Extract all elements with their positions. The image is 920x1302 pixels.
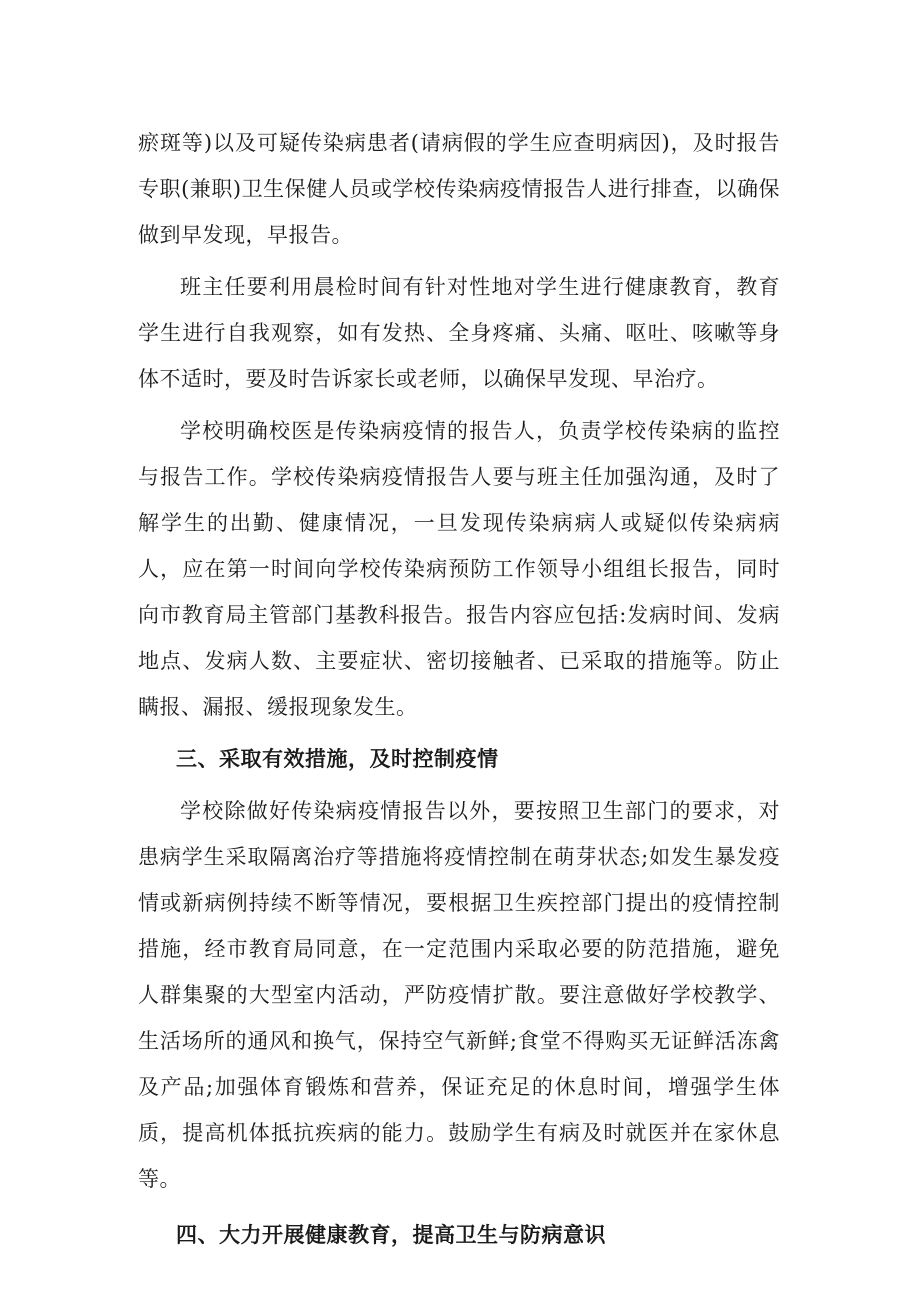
section-heading-4: 四、大力开展健康教育，提高卫生与防病意识 <box>176 1223 606 1247</box>
paragraph-early-report: 瘀斑等)以及可疑传染病患者(请病假的学生应查明病因)，及时报告专职(兼职)卫生保健人员或学校传染病疫情报告人进行排查，以确保做到早发现，早报告。 <box>138 131 780 247</box>
paragraph-control-measures: 学校除做好传染病疫情报告以外，要按照卫生部门的要求，对患病学生采取隔离治疗等措施将疫情控制在萌芽状态;如发生暴发疫情或新病例持续不断等情况，要根据卫生疾控部门提出的疫情控制措施，经市教育局同意，在一定范围内采取必要的防范措施，避免人群集聚的大型室内活动，严防疫情扩散。要注意做好学校教学、生活场所的通风和换气，保持空气新鲜;食堂不得购买无证鲜活冻禽及产品;加强体育锻炼和营养，保证充足的休息时间，增强学生体质，提高机体抵抗疾病的能力。鼓励学生有病及时就医并在家休息等。 <box>138 799 780 1191</box>
section-heading-3: 三、采取有效措施，及时控制疫情 <box>176 747 499 771</box>
paragraph-class-teacher: 班主任要利用晨检时间有针对性地对学生进行健康教育，教育学生进行自我观察，如有发热、全身疼痛、头痛、呕吐、咳嗽等身体不适时，要及时告诉家长或老师，以确保早发现、早治疗。 <box>138 275 780 391</box>
document-body <box>138 120 780 1258</box>
paragraph-school-doctor: 学校明确校医是传染病疫情的报告人，负责学校传染病的监控与报告工作。学校传染病疫情报告人要与班主任加强沟通，及时了解学生的出勤、健康情况，一旦发现传染病病人或疑似传染病病人，应在第一时间向学校传染病预防工作领导小组组长报告，同时向市教育局主管部门基教科报告。报告内容应包括:发病时间、发病地点、发病人数、主要症状、密切接触者、已采取的措施等。防止瞒报、漏报、缓报现象发生。 <box>138 419 780 719</box>
